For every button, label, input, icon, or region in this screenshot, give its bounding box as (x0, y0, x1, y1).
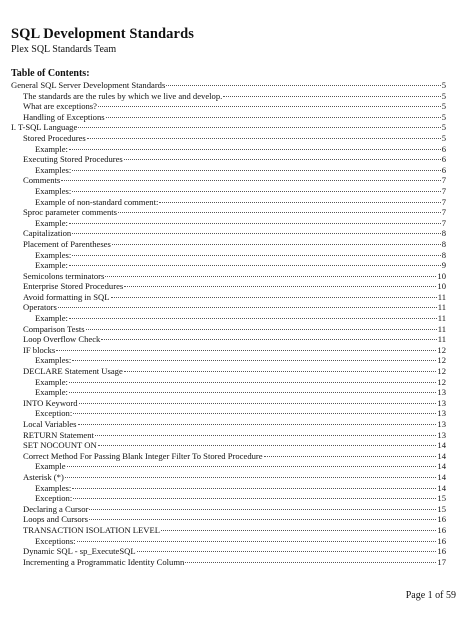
toc-entry-title: Example: (35, 313, 68, 324)
toc-entry[interactable] (11, 324, 446, 335)
toc-entry[interactable] (11, 557, 446, 568)
toc-entry-title: I. T-SQL Language (11, 122, 78, 133)
toc-entry[interactable] (11, 419, 446, 430)
toc-entry-title: Operators (23, 302, 57, 313)
toc-entry-title: Dynamic SQL - sp_ExecuteSQL (23, 546, 136, 557)
toc-dot-leader (124, 371, 437, 372)
toc-entry[interactable] (11, 80, 446, 91)
toc-entry[interactable] (11, 472, 446, 483)
toc-dot-leader (159, 202, 440, 203)
toc-entry-title: What are exceptions? (23, 101, 97, 112)
toc-entry-title: DECLARE Statement Usage (23, 366, 123, 377)
toc-entry-title: Example: (35, 143, 68, 154)
toc-entry-title: Incrementing a Programmatic Identity Column (23, 556, 185, 567)
toc-entry[interactable] (11, 514, 446, 525)
toc-entry[interactable] (11, 345, 446, 356)
toc-dot-leader (69, 265, 441, 266)
toc-entry-title: TRANSACTION ISOLATION LEVEL (23, 524, 161, 535)
toc-dot-leader (69, 392, 436, 393)
toc-entry[interactable] (11, 154, 446, 165)
document-title: SQL Development Standards (11, 26, 194, 42)
toc-entry-page: 14 (437, 482, 446, 493)
toc-entry-page: 13 (437, 387, 446, 398)
toc-entry-page: 11 (437, 302, 446, 313)
toc-entry-page: 12 (437, 366, 446, 377)
toc-dot-leader (77, 541, 437, 542)
toc-dot-leader (69, 149, 441, 150)
page-number-footer: Page 1 of 59 (405, 590, 456, 601)
table-of-contents (11, 80, 446, 567)
toc-dot-leader (89, 519, 436, 520)
toc-dot-leader (69, 223, 441, 224)
toc-dot-leader (56, 350, 436, 351)
toc-entry-title: Semicolons terminators (23, 270, 105, 281)
toc-entry-title: Examples: (35, 482, 72, 493)
toc-dot-leader (69, 382, 436, 383)
toc-entry-title: Examples: (35, 164, 72, 175)
toc-entry-title: Example: (35, 217, 68, 228)
toc-entry-page: 7 (441, 217, 446, 228)
toc-entry-page: 13 (437, 397, 446, 408)
toc-entry-page: 7 (441, 185, 446, 196)
toc-entry[interactable] (11, 493, 446, 504)
toc-entry-page: 11 (437, 334, 446, 345)
toc-entry[interactable] (11, 281, 446, 292)
toc-entry[interactable] (11, 133, 446, 144)
toc-entry-title: General SQL Server Development Standards (11, 80, 166, 90)
toc-entry-page: 13 (437, 419, 446, 429)
toc-entry-page: 9 (441, 260, 446, 271)
toc-entry-title: Correct Method For Passing Blank Integer Filter To Stored Procedure (23, 450, 263, 461)
toc-entry-page: 14 (437, 450, 446, 461)
toc-dot-leader (101, 339, 436, 340)
toc-dot-leader (124, 159, 441, 160)
toc-entry-page: 12 (437, 344, 446, 355)
toc-entry[interactable] (11, 250, 446, 261)
toc-entry-title: Exceptions: (35, 535, 76, 546)
toc-entry-title: IF blocks (23, 344, 56, 355)
toc-entry-title: Asterisk (*) (23, 471, 64, 482)
toc-entry-title: Local Variables (23, 419, 77, 429)
toc-entry-title: Example of non-standard comment: (35, 196, 159, 207)
toc-entry[interactable] (11, 228, 446, 239)
toc-dot-leader (79, 403, 437, 404)
toc-dot-leader (118, 212, 441, 213)
toc-entry-title: Examples: (35, 185, 72, 196)
toc-entry-page: 12 (437, 376, 446, 387)
toc-entry-page: 8 (441, 249, 446, 260)
toc-entry-page: 8 (441, 238, 446, 249)
toc-dot-leader (73, 413, 436, 414)
toc-entry[interactable] (11, 186, 446, 197)
toc-dot-leader (69, 318, 437, 319)
toc-entry-page: 13 (437, 408, 446, 419)
toc-dot-leader (72, 488, 436, 489)
toc-entry-page: 16 (437, 524, 446, 535)
toc-entry-title: Declaring a Cursor (23, 503, 89, 514)
toc-dot-leader (105, 276, 436, 277)
toc-dot-leader (95, 435, 437, 436)
toc-entry[interactable] (11, 461, 446, 472)
toc-entry-page: 10 (437, 281, 446, 292)
toc-entry-title: SET NOCOUNT ON (23, 440, 97, 451)
toc-entry-page: 16 (437, 546, 446, 557)
toc-dot-leader (106, 117, 441, 118)
toc-dot-leader (72, 233, 440, 234)
toc-entry-page: 13 (437, 429, 446, 440)
toc-entry[interactable] (11, 302, 446, 313)
toc-entry-title: Examples: (35, 355, 72, 366)
toc-entry-title: Loops and Cursors (23, 514, 88, 525)
toc-entry[interactable] (11, 271, 446, 282)
toc-entry-page: 5 (441, 122, 446, 133)
toc-entry-title: Exception: (35, 408, 73, 419)
toc-dot-leader (98, 106, 441, 107)
toc-entry[interactable] (11, 536, 446, 547)
toc-entry[interactable] (11, 239, 446, 250)
toc-entry-page: 5 (441, 132, 446, 143)
toc-entry[interactable] (11, 218, 446, 229)
toc-entry[interactable] (11, 525, 446, 536)
toc-entry[interactable] (11, 408, 446, 419)
toc-entry[interactable] (11, 483, 446, 494)
toc-dot-leader (78, 127, 440, 128)
toc-dot-leader (264, 456, 437, 457)
toc-entry-title: Sproc parameter comments (23, 207, 118, 218)
toc-entry[interactable] (11, 546, 446, 557)
toc-entry[interactable] (11, 112, 446, 123)
toc-dot-leader (67, 466, 437, 467)
toc-entry[interactable] (11, 175, 446, 186)
toc-entry-title: Example: (35, 376, 68, 387)
toc-entry-page: 10 (437, 270, 446, 281)
toc-entry-title: Examples: (35, 249, 72, 260)
toc-entry-page: 15 (437, 493, 446, 504)
toc-entry[interactable] (11, 292, 446, 303)
toc-heading: Table of Contents: (11, 68, 90, 79)
toc-entry-title: Comparison Tests (23, 323, 85, 334)
toc-entry-page: 16 (437, 514, 446, 525)
toc-entry-page: 11 (437, 313, 446, 324)
toc-entry-title: Handling of Exceptions (23, 111, 105, 122)
toc-dot-leader (98, 445, 437, 446)
toc-dot-leader (72, 191, 440, 192)
toc-entry[interactable] (11, 387, 446, 398)
toc-entry-title: The standards are the rules by which we live and develop. (23, 90, 223, 101)
toc-dot-leader (89, 509, 436, 510)
toc-dot-leader (65, 477, 437, 478)
toc-entry[interactable] (11, 101, 446, 112)
toc-dot-leader (124, 286, 436, 287)
toc-entry-page: 14 (437, 461, 446, 472)
toc-entry-page: 11 (437, 323, 446, 334)
toc-entry-title: Example (35, 461, 66, 472)
toc-entry[interactable] (11, 260, 446, 271)
toc-entry-title: Stored Procedures (23, 132, 86, 143)
toc-entry-page: 5 (441, 101, 446, 112)
toc-dot-leader (73, 498, 436, 499)
toc-dot-leader (185, 562, 436, 563)
toc-entry-page: 15 (437, 503, 446, 514)
toc-entry-page: 7 (441, 207, 446, 218)
toc-entry[interactable] (11, 504, 446, 515)
toc-entry-page: 5 (441, 90, 446, 101)
toc-entry-page: 11 (437, 291, 446, 302)
toc-entry-title: Placement of Parentheses (23, 238, 111, 249)
toc-entry[interactable] (11, 355, 446, 366)
toc-entry[interactable] (11, 334, 446, 345)
toc-entry-page: 14 (437, 471, 446, 482)
toc-dot-leader (61, 180, 440, 181)
document-subtitle: Plex SQL Standards Team (11, 44, 117, 55)
toc-entry-page: 5 (441, 80, 446, 90)
toc-entry[interactable] (11, 122, 446, 133)
toc-entry-page: 6 (441, 164, 446, 175)
toc-entry-title: INTO Keyword (23, 397, 78, 408)
toc-entry[interactable] (11, 398, 446, 409)
toc-dot-leader (87, 138, 441, 139)
toc-entry[interactable] (11, 313, 446, 324)
toc-entry-page: 6 (441, 154, 446, 165)
toc-entry[interactable] (11, 165, 446, 176)
toc-dot-leader (111, 297, 437, 298)
toc-dot-leader (78, 424, 437, 425)
toc-dot-leader (166, 85, 440, 86)
toc-entry[interactable] (11, 377, 446, 388)
toc-entry[interactable] (11, 366, 446, 377)
toc-entry-page: 16 (437, 535, 446, 546)
toc-entry-title: Executing Stored Procedures (23, 154, 123, 165)
toc-entry-page: 7 (441, 175, 446, 186)
toc-entry[interactable] (11, 91, 446, 102)
toc-entry-title: Example: (35, 260, 68, 271)
toc-dot-leader (137, 551, 437, 552)
toc-dot-leader (72, 360, 436, 361)
toc-entry-title: RETURN Statement (23, 429, 94, 440)
toc-dot-leader (223, 96, 440, 97)
toc-dot-leader (86, 329, 437, 330)
toc-entry-title: Exception: (35, 493, 73, 504)
toc-entry[interactable] (11, 451, 446, 462)
toc-entry[interactable] (11, 144, 446, 155)
toc-entry[interactable] (11, 197, 446, 208)
toc-dot-leader (72, 170, 440, 171)
toc-entry-page: 8 (441, 228, 446, 239)
toc-dot-leader (112, 244, 441, 245)
toc-entry-page: 14 (437, 440, 446, 451)
toc-entry-page: 5 (441, 111, 446, 122)
toc-entry-title: Avoid formatting in SQL (23, 291, 110, 302)
toc-dot-leader (72, 255, 440, 256)
toc-entry-page: 6 (441, 143, 446, 154)
toc-entry-page: 12 (437, 355, 446, 366)
toc-entry-title: Loop Overflow Check (23, 334, 101, 345)
toc-entry[interactable] (11, 207, 446, 218)
toc-entry-title: Example: (35, 387, 68, 398)
toc-entry-page: 7 (441, 196, 446, 207)
toc-entry-title: Enterprise Stored Procedures (23, 281, 124, 292)
toc-entry-title: Comments (23, 175, 61, 186)
toc-dot-leader (161, 530, 436, 531)
toc-entry-page: 17 (437, 556, 446, 567)
toc-entry[interactable] (11, 430, 446, 441)
toc-entry-title: Capitalization (23, 228, 72, 239)
toc-entry[interactable] (11, 440, 446, 451)
toc-dot-leader (58, 307, 437, 308)
